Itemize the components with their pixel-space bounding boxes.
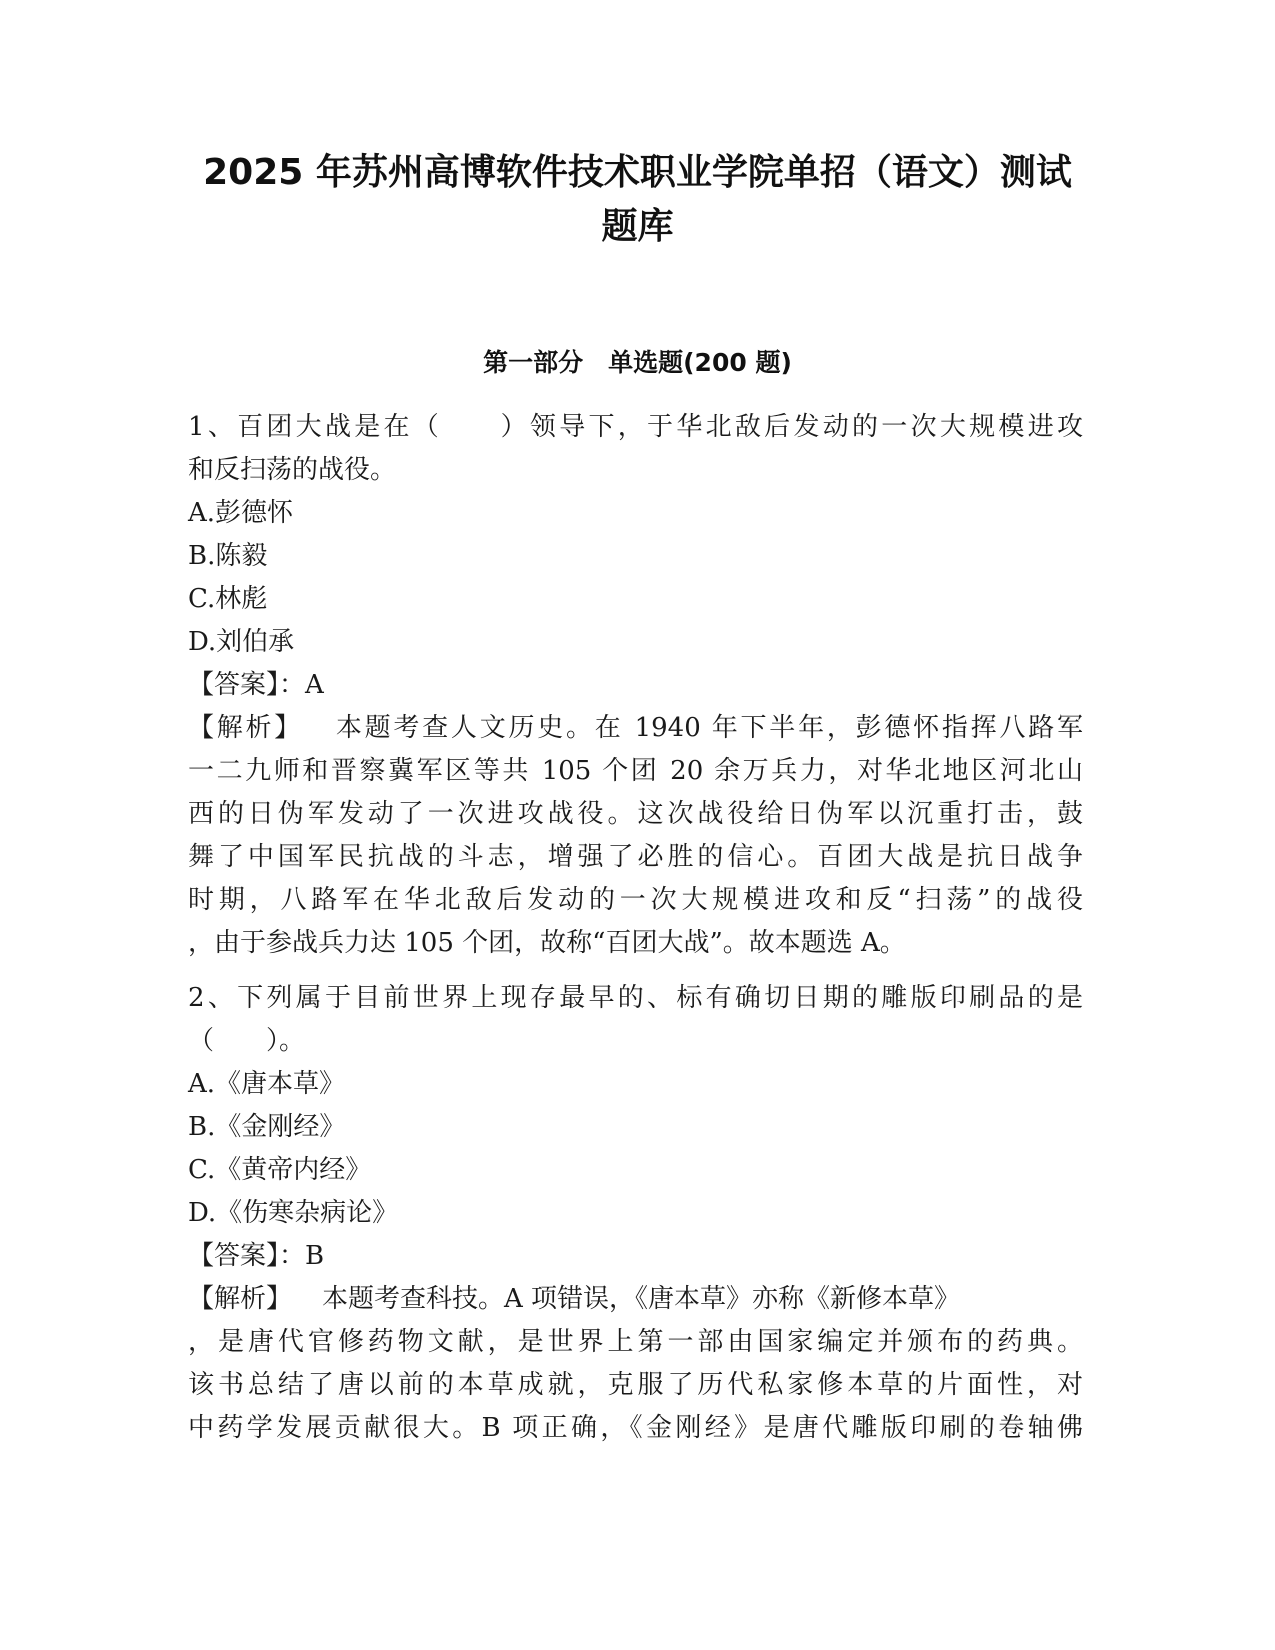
analysis-line: 西的日伪军发动了一次进攻战役。这次战役给日伪军以沉重打击，鼓 xyxy=(188,799,1083,829)
answer-line: 【答案】：A xyxy=(188,670,324,700)
analysis-text: 本题考查人文历史。在 1940 年下半年，彭德怀指挥八路军 xyxy=(333,713,1083,743)
answer-line: 【答案】：B xyxy=(188,1241,325,1271)
option-c: C.《黄帝内经》 xyxy=(188,1155,372,1185)
analysis-label: 【解析】 xyxy=(188,713,304,743)
question-stem-line: 1、百团大战是在（ ）领导下，于华北敌后发动的一次大规模进攻 xyxy=(188,412,1083,442)
title-line-1: 2025 年苏州高博软件技术职业学院单招（语文）测试 xyxy=(203,152,1072,193)
section-heading: 第一部分 单选题(200 题) xyxy=(483,348,792,377)
option-d: D.《伤寒杂病论》 xyxy=(188,1198,399,1228)
question-stem-line: 2、下列属于目前世界上现存最早的、标有确切日期的雕版印刷品的是 xyxy=(188,983,1083,1013)
question-list xyxy=(188,406,1083,1450)
option-d: D.刘伯承 xyxy=(188,627,295,657)
question-stem-line: 和反扫荡的战役。 xyxy=(188,455,397,485)
title-line-2: 题库 xyxy=(601,206,674,247)
question-2 xyxy=(188,977,1083,1450)
option-a: A.彭德怀 xyxy=(188,498,294,528)
analysis-line xyxy=(188,707,1083,750)
question-stem-line: （ ）。 xyxy=(188,1026,306,1056)
question-1 xyxy=(188,406,1083,965)
analysis-line: 一二九师和晋察冀军区等共 105 个团 20 余万兵力，对华北地区河北山 xyxy=(188,756,1083,786)
option-a: A.《唐本草》 xyxy=(188,1069,346,1099)
analysis-line: 时期，八路军在华北敌后发动的一次大规模进攻和反“扫荡”的战役 xyxy=(188,885,1083,915)
document-title xyxy=(170,146,1105,254)
analysis-text: 本题考查科技。A 项错误，《唐本草》亦称《新修本草》 xyxy=(322,1284,961,1314)
option-b: B.陈毅 xyxy=(188,541,268,571)
option-b: B.《金刚经》 xyxy=(188,1112,346,1142)
analysis-line: ，由于参战兵力达 105 个团，故称“百团大战”。故本题选 A。 xyxy=(188,928,906,958)
analysis-label: 【解析】 xyxy=(188,1284,293,1314)
analysis-line: 舞了中国军民抗战的斗志，增强了必胜的信心。百团大战是抗日战争 xyxy=(188,842,1083,872)
analysis-line: 中药学发展贡献很大。B 项正确，《金刚经》是唐代雕版印刷的卷轴佛 xyxy=(188,1413,1083,1443)
analysis-line: ，是唐代官修药物文献，是世界上第一部由国家编定并颁布的药典。 xyxy=(188,1327,1083,1357)
option-c: C.林彪 xyxy=(188,584,268,614)
analysis-line: 该书总结了唐以前的本草成就，克服了历代私家修本草的片面性，对 xyxy=(188,1370,1083,1400)
analysis-line xyxy=(188,1278,1083,1321)
